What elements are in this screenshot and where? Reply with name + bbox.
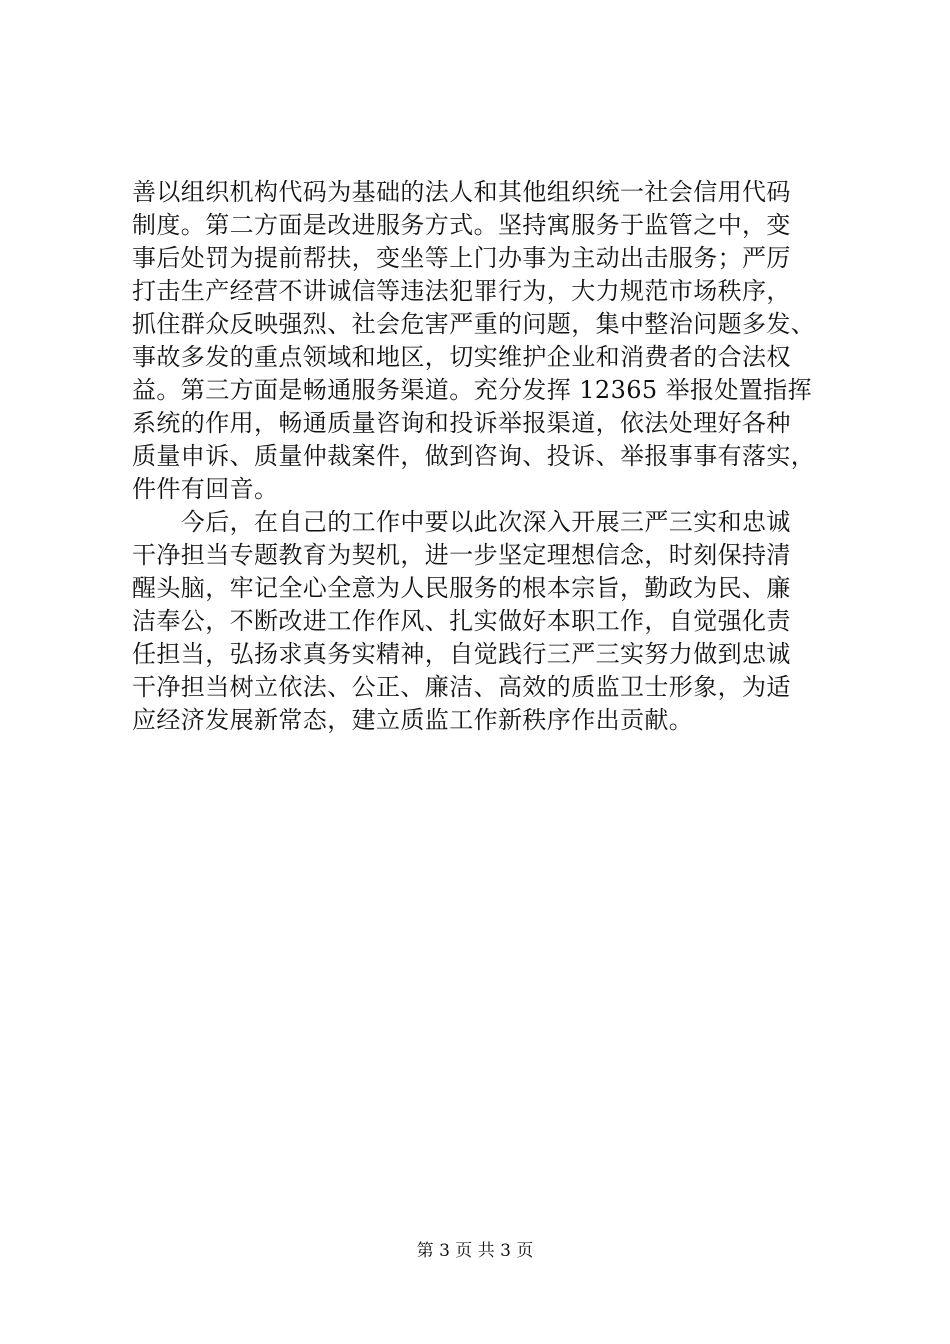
page-number-label: 第 3 页 共 3 页 xyxy=(416,1241,534,1261)
text-line: 应经济发展新常态，建立质监工作新秩序作出贡献。 xyxy=(132,706,694,734)
body-text xyxy=(132,176,852,737)
text-line: 事故多发的重点领域和地区，切实维护企业和消费者的合法权 xyxy=(132,343,791,371)
text-line: 质量申诉、质量仲裁案件，做到咨询、投诉、举报事事有落实， xyxy=(132,442,816,470)
text-line: 洁奉公，不断改进工作作风、扎实做好本职工作，自觉强化责 xyxy=(132,607,791,635)
text-line: 干净担当专题教育为契机，进一步坚定理想信念，时刻保持清 xyxy=(132,541,791,569)
text-line: 今后，在自己的工作中要以此次深入开展三严三实和忠诚 xyxy=(132,508,791,536)
text-line: 任担当，弘扬求真务实精神，自觉践行三严三实努力做到忠诚 xyxy=(132,640,791,668)
text-line: 打击生产经营不讲诚信等违法犯罪行为，大力规范市场秩序， xyxy=(132,277,791,305)
text-line: 干净担当树立依法、公正、廉洁、高效的质监卫士形象，为适 xyxy=(132,673,791,701)
text-line: 系统的作用，畅通质量咨询和投诉举报渠道，依法处理好各种 xyxy=(132,409,791,437)
text-line: 善以组织机构代码为基础的法人和其他组织统一社会信用代码 xyxy=(132,178,791,206)
text-line: 件件有回音。 xyxy=(132,475,279,503)
text-line: 醒头脑，牢记全心全意为人民服务的根本宗旨，勤政为民、廉 xyxy=(132,574,791,602)
text-line: 制度。第二方面是改进服务方式。坚持寓服务于监管之中，变 xyxy=(132,211,791,239)
text-line: 事后处罚为提前帮扶，变坐等上门办事为主动出击服务；严厉 xyxy=(132,244,791,272)
page-footer xyxy=(0,1240,950,1262)
text-line: 抓住群众反映强烈、社会危害严重的问题，集中整治问题多发、 xyxy=(132,310,816,338)
text-line: 益。第三方面是畅通服务渠道。充分发挥 12365 举报处置指挥 xyxy=(132,376,813,404)
